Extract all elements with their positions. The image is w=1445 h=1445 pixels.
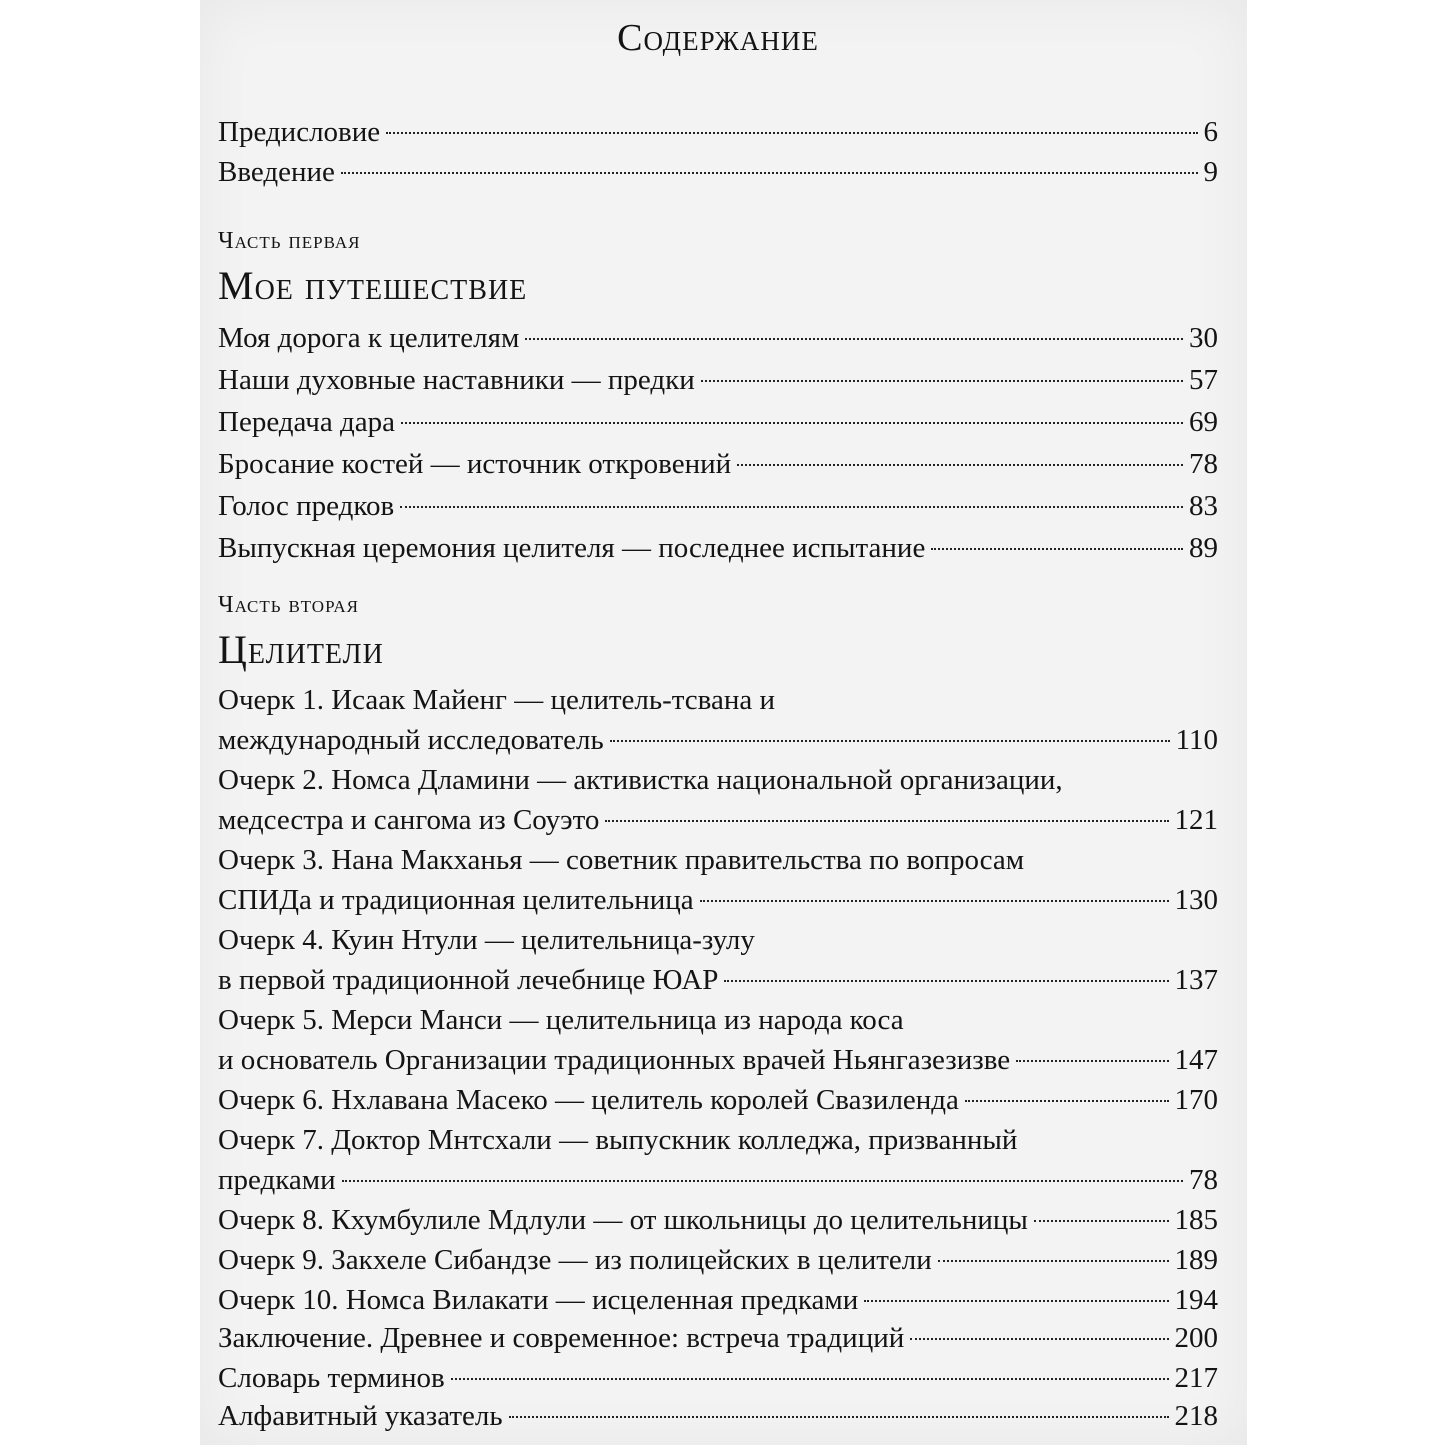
- toc-page-number: 83: [1189, 490, 1218, 522]
- toc-entry-label: Предисловие: [218, 116, 381, 148]
- part-one-title: Мое путешествие: [218, 263, 528, 308]
- toc-page-number: 147: [1174, 1044, 1218, 1076]
- toc-entry-label: Очерк 7. Доктор Мнтсхали — выпускник колледжа, призванный: [218, 1124, 1018, 1156]
- toc-page-number: 137: [1174, 964, 1218, 996]
- dot-leader: [701, 380, 1183, 382]
- toc-entry-essay[interactable]: [218, 840, 1218, 920]
- toc-entry-label: Бросание костей — источник откровений: [218, 448, 732, 480]
- toc-entry-essay[interactable]: [218, 1280, 1218, 1320]
- dot-leader: [342, 1180, 1183, 1182]
- toc-entry-label: Выпускная церемония целителя — последнее испытание: [218, 532, 926, 564]
- toc-entry-essay[interactable]: [218, 1200, 1218, 1240]
- toc-entry-label: Очерк 9. Закхеле Сибандзе — из полицейских в целители: [218, 1244, 932, 1276]
- toc-entry-glossary[interactable]: [218, 1358, 1218, 1398]
- toc-page-number: 194: [1174, 1284, 1218, 1316]
- toc-entry-label: Очерк 2. Номса Дламини — активистка национальной организации,: [218, 764, 1063, 796]
- toc-entry-conclusion[interactable]: [218, 1318, 1218, 1358]
- dot-leader: [864, 1300, 1168, 1302]
- toc-entry-essay[interactable]: [218, 1240, 1218, 1280]
- toc-page-number: 200: [1174, 1322, 1218, 1354]
- toc-entry-essay[interactable]: [218, 1000, 1218, 1080]
- toc-page-number: 89: [1189, 532, 1218, 564]
- toc-entry-label: Моя дорога к целителям: [218, 322, 520, 354]
- dot-leader: [938, 1260, 1169, 1262]
- toc-entry-label-cont: и основатель Организации традиционных врачей Ньянгазезизве: [218, 1044, 1011, 1076]
- toc-page-number: 185: [1174, 1204, 1218, 1236]
- toc-entry-label: Очерк 1. Исаак Майенг — целитель-тсвана и: [218, 684, 775, 716]
- dot-leader: [700, 900, 1169, 902]
- part-two-title: Целители: [218, 627, 384, 672]
- toc-entry[interactable]: [218, 486, 1218, 526]
- toc-entry-label: Алфавитный указатель: [218, 1400, 503, 1432]
- toc-entry[interactable]: [218, 360, 1218, 400]
- toc-entry-label: Введение: [218, 156, 335, 188]
- toc-entry-label-cont: медсестра и сангома из Соуэто: [218, 804, 600, 836]
- toc-entry[interactable]: [218, 528, 1218, 568]
- dot-leader: [931, 548, 1183, 550]
- dot-leader: [605, 820, 1168, 822]
- toc-entry[interactable]: [218, 402, 1218, 442]
- dot-leader: [386, 132, 1197, 134]
- toc-entry-label: Словарь терминов: [218, 1362, 445, 1394]
- toc-entry-label-cont: СПИДа и традиционная целительница: [218, 884, 694, 916]
- dot-leader: [724, 980, 1168, 982]
- dot-leader: [451, 1378, 1169, 1380]
- toc-entry-label: Очерк 8. Кхумбулиле Мдлули — от школьницы до целительницы: [218, 1204, 1028, 1236]
- dot-leader: [610, 740, 1170, 742]
- toc-page-number: 6: [1203, 116, 1218, 148]
- part-one-label: Часть первая: [218, 228, 361, 254]
- toc-entry-label: Передача дара: [218, 406, 395, 438]
- toc-entry-label-cont: предками: [218, 1164, 336, 1196]
- dot-leader: [910, 1338, 1168, 1340]
- toc-entry-label: Очерк 6. Нхлавана Масеко — целитель королей Свазиленда: [218, 1084, 959, 1116]
- toc-entry-essay[interactable]: [218, 920, 1218, 1000]
- toc-entry-label-cont: в первой традиционной лечебнице ЮАР: [218, 964, 719, 996]
- dot-leader: [509, 1416, 1169, 1418]
- toc-entry-label: Очерк 10. Номса Вилакати — исцеленная предками: [218, 1284, 859, 1316]
- toc-page-number: 121: [1174, 804, 1218, 836]
- part-two-label: Часть вторая: [218, 592, 359, 618]
- toc-entry-label: Заключение. Древнее и современное: встреча традиций: [218, 1322, 905, 1354]
- toc-page-number: 57: [1189, 364, 1218, 396]
- toc-entry-essay[interactable]: [218, 1120, 1218, 1200]
- toc-page-number: 9: [1203, 156, 1218, 188]
- toc-entry-introduction[interactable]: [218, 152, 1218, 192]
- toc-entry[interactable]: [218, 318, 1218, 358]
- toc-entry-label: Очерк 5. Мерси Манси — целительница из народа коса: [218, 1004, 904, 1036]
- toc-entry-label: Очерк 3. Нана Макханья — советник правительства по вопросам: [218, 844, 1025, 876]
- toc-page-number: 217: [1174, 1362, 1218, 1394]
- toc-entry-label: Очерк 4. Куин Нтули — целительница-зулу: [218, 924, 755, 956]
- toc-page-number: 218: [1174, 1400, 1218, 1432]
- dot-leader: [1034, 1220, 1169, 1222]
- toc-entry-label: Голос предков: [218, 490, 395, 522]
- toc-entry-essay[interactable]: [218, 760, 1218, 840]
- page-title: Содержание: [617, 17, 819, 59]
- toc-entry-essay[interactable]: [218, 1080, 1218, 1120]
- toc-page-number: 110: [1175, 724, 1218, 756]
- toc-entry-label: Наши духовные наставники — предки: [218, 364, 695, 396]
- toc-entry[interactable]: [218, 444, 1218, 484]
- toc-page-number: 30: [1189, 322, 1218, 354]
- dot-leader: [965, 1100, 1169, 1102]
- dot-leader: [401, 422, 1183, 424]
- toc-page-number: 170: [1174, 1084, 1218, 1116]
- toc-entry-index[interactable]: [218, 1396, 1218, 1436]
- toc-page-number: 130: [1174, 884, 1218, 916]
- toc-page-number: 189: [1174, 1244, 1218, 1276]
- dot-leader: [525, 338, 1183, 340]
- dot-leader: [1016, 1060, 1168, 1062]
- toc-page-number: 69: [1189, 406, 1218, 438]
- dot-leader: [400, 506, 1183, 508]
- toc-entry-label-cont: международный исследователь: [218, 724, 604, 756]
- toc-page-number: 78: [1189, 1164, 1218, 1196]
- dot-leader: [737, 464, 1183, 466]
- toc-page-number: 78: [1189, 448, 1218, 480]
- dot-leader: [341, 172, 1198, 174]
- toc-entry-essay[interactable]: [218, 680, 1218, 760]
- toc-entry-preface[interactable]: [218, 112, 1218, 152]
